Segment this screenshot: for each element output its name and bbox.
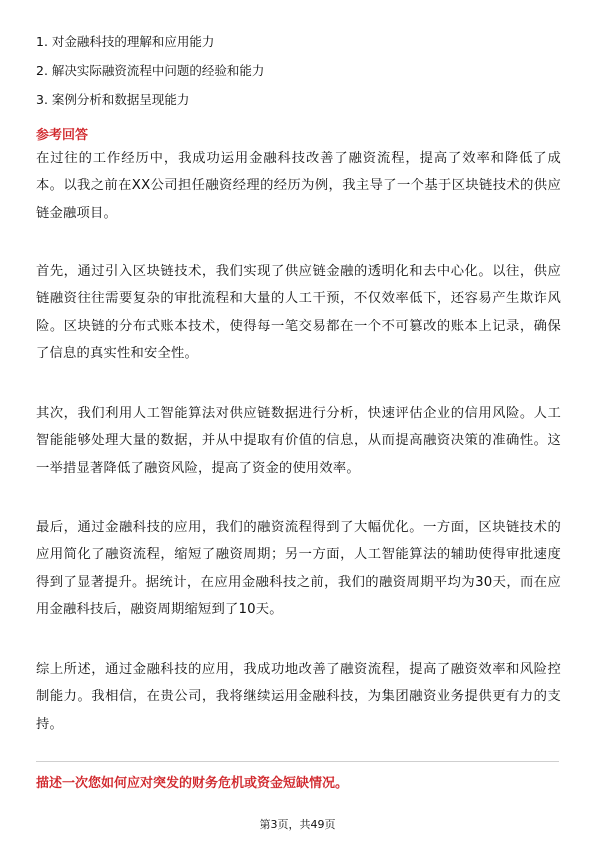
- next-question: 描述一次您如何应对突发的财务危机或资金短缺情况。: [36, 776, 349, 791]
- criteria-item-1: 1. 对金融科技的理解和应用能力: [36, 34, 215, 49]
- criteria-item-2: 2. 解决实际融资流程中问题的经验和能力: [36, 63, 265, 78]
- answer-paragraph-4: 最后，通过金融科技的应用，我们的融资流程得到了大幅优化。一方面，区块链技术的应用简化了融资流程，缩短了融资周期；另一方面，人工智能算法的辅助使得审批速度得到了显著提升。据统计，在应用金融科技之前，我们的融资周期平均为30天，而在应用金融科技后，融资周期缩短到了10天。: [36, 520, 561, 617]
- divider: [36, 761, 559, 762]
- answer-paragraph-3: 其次，我们利用人工智能算法对供应链数据进行分析，快速评估企业的信用风险。人工智能能够处理大量的数据，并从中提取有价值的信息，从而提高融资决策的准确性。这一举措显著降低了融资风险，提高了资金的使用效率。: [36, 406, 561, 476]
- answer-paragraph-2: 首先，通过引入区块链技术，我们实现了供应链金融的透明化和去中心化。以往，供应链融资往往需要复杂的审批流程和大量的人工干预，不仅效率低下，还容易产生欺诈风险。区块链的分布式账本技术，使得每一笔交易都在一个不可篡改的账本上记录，确保了信息的真实性和安全性。: [36, 264, 561, 361]
- answer-paragraph-5: 综上所述，通过金融科技的应用，我成功地改善了融资流程，提高了融资效率和风险控制能力。我相信，在贵公司，我将继续运用金融科技，为集团融资业务提供更有力的支持。: [36, 662, 561, 732]
- criteria-item-3: 3. 案例分析和数据呈现能力: [36, 92, 190, 107]
- answer-heading: 参考回答: [36, 128, 89, 143]
- page-footer: 第3页，共49页: [259, 818, 336, 831]
- answer-paragraph-1: 在过往的工作经历中，我成功运用金融科技改善了融资流程，提高了效率和降低了成本。以我之前在XX公司担任融资经理的经历为例，我主导了一个基于区块链技术的供应链金融项目。: [36, 151, 561, 221]
